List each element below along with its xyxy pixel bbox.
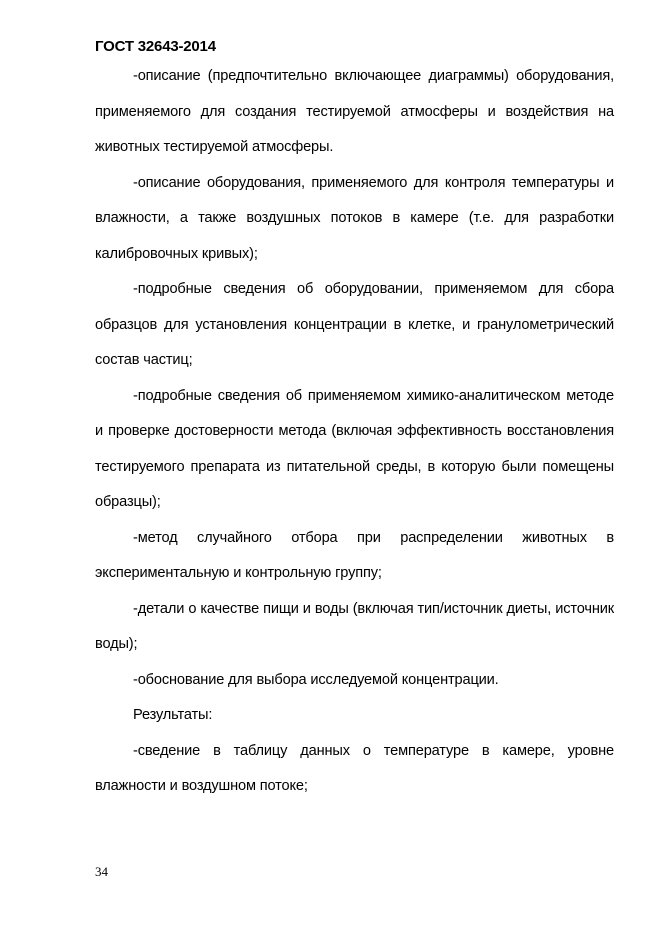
paragraph-food-water-quality: -детали о качестве пищи и воды (включая тип/источник диеты, источник воды);	[95, 600, 614, 652]
paragraph-sampling-equipment: -подробные сведения об оборудовании, применяемом для сбора образцов для установления концентрации в клетке, и гранулометрический состав частиц;	[95, 281, 614, 368]
paragraph-chamber-data-table: -сведение в таблицу данных о температуре в камере, уровне влажности и воздушном потоке;	[95, 742, 614, 794]
page-number: 34	[95, 864, 108, 879]
document-header: ГОСТ 32643-2014	[95, 38, 216, 55]
paragraph-randomization-method: -метод случайного отбора при распределении животных в экспериментальную и контрольную группу;	[95, 529, 614, 581]
paragraph-concentration-justification: -обоснование для выбора исследуемой концентрации.	[133, 671, 499, 688]
paragraph-analytical-method: -подробные сведения об применяемом химико-аналитическом методе и проверке достоверности метода (включая эффективность восстановления тестируемого препарата из питательной среды, в которую были помещены образцы);	[95, 387, 614, 510]
section-heading-results: Результаты:	[133, 707, 213, 723]
paragraph-equipment-description: -описание (предпочтительно включающее диаграммы) оборудования, применяемого для создания тестируемой атмосферы и воздействия на животных тестируемой атмосферы.	[95, 68, 614, 155]
paragraph-climate-control-equipment: -описание оборудования, применяемого для контроля температуры и влажности, а также воздушных потоков в камере (т.е. для разработки калибровочных кривых);	[95, 174, 614, 262]
document-body	[95, 59, 614, 805]
